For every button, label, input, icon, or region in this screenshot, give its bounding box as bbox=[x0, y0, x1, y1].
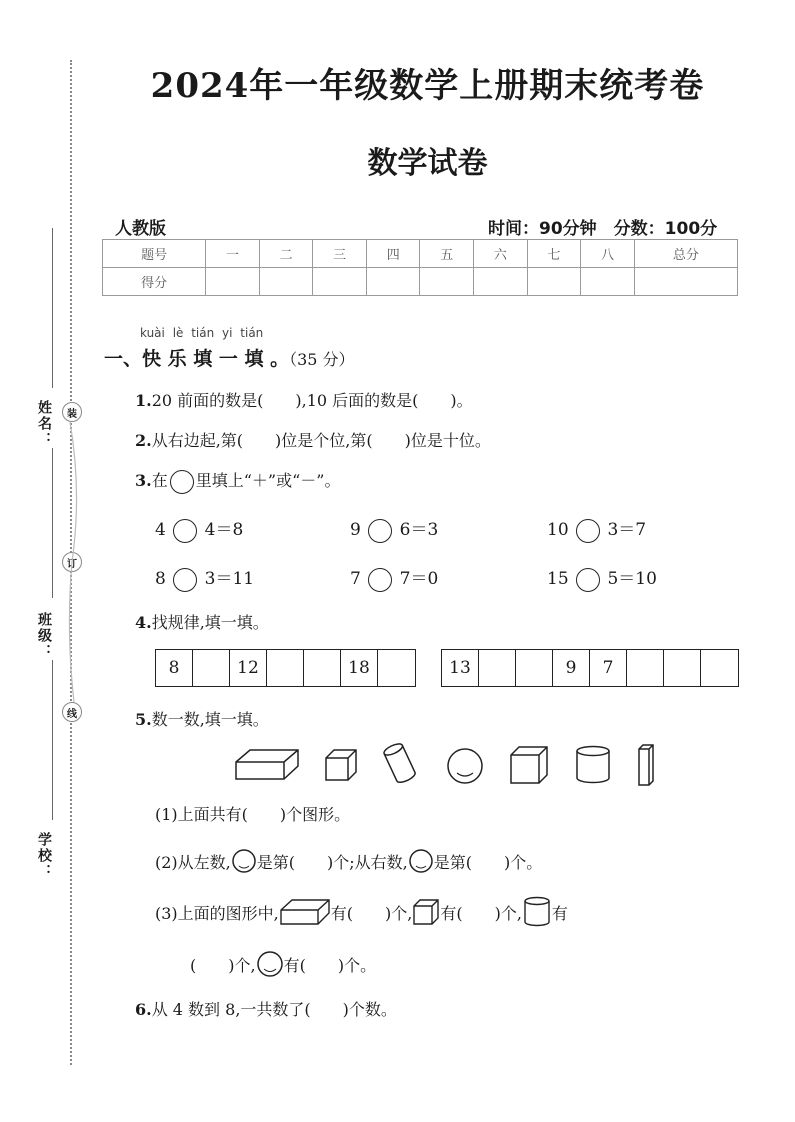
exam-subtitle: 数学试卷 bbox=[367, 146, 488, 181]
header-cell: 七 bbox=[527, 240, 581, 268]
equation-left: 7 bbox=[350, 569, 361, 589]
sphere-icon bbox=[231, 848, 257, 874]
tilted-cylinder-icon bbox=[380, 742, 420, 786]
equation-right: 4＝8 bbox=[204, 520, 244, 540]
cube-large-icon bbox=[509, 745, 549, 785]
section1-heading bbox=[104, 344, 355, 371]
equation-left: 8 bbox=[155, 569, 166, 589]
score-cell[interactable] bbox=[259, 268, 313, 296]
score-table-score-row bbox=[103, 268, 738, 296]
equation bbox=[155, 515, 243, 543]
equation-right: 7＝0 bbox=[399, 569, 439, 589]
header-cell: 题号 bbox=[103, 240, 206, 268]
thin-prism-icon bbox=[637, 743, 657, 787]
cuboid-icon bbox=[234, 748, 300, 782]
sequence-cell: 7 bbox=[590, 650, 627, 686]
question-6 bbox=[135, 997, 397, 1020]
question-number: 4. bbox=[135, 613, 152, 632]
part-text: 是第( )个。 bbox=[433, 852, 543, 872]
question-number: 1. bbox=[135, 391, 152, 410]
sequence-blank[interactable] bbox=[516, 650, 553, 686]
cube-icon bbox=[324, 748, 358, 782]
operator-blank[interactable] bbox=[173, 519, 197, 543]
sequence-cell: 13 bbox=[442, 650, 479, 686]
part-text: (2)从左数, bbox=[155, 852, 231, 872]
question-5-part-1: (1)上面共有( )个图形。 bbox=[155, 805, 351, 824]
cube-icon bbox=[412, 898, 440, 926]
question-5 bbox=[135, 707, 269, 730]
question-text: 找规律,填一填。 bbox=[151, 613, 269, 632]
sequence-row-1 bbox=[155, 649, 416, 687]
sequence-blank[interactable] bbox=[304, 650, 341, 686]
score-cell[interactable] bbox=[420, 268, 474, 296]
question-2 bbox=[135, 428, 491, 451]
edition-label: 人教版 bbox=[115, 219, 166, 239]
name-rule bbox=[52, 228, 53, 388]
question-number: 2. bbox=[135, 431, 152, 450]
equation-left: 9 bbox=[350, 520, 361, 540]
score-cell[interactable] bbox=[527, 268, 581, 296]
binding-mark-xian: 线 bbox=[62, 702, 82, 722]
question-text: 从右边起,第( )位是个位,第( )位是十位。 bbox=[151, 431, 491, 450]
operator-blank[interactable] bbox=[368, 568, 392, 592]
question-1 bbox=[135, 388, 473, 411]
header-cell: 八 bbox=[581, 240, 635, 268]
sequence-blank[interactable] bbox=[267, 650, 304, 686]
sequence-cell: 18 bbox=[341, 650, 378, 686]
binding-mark-zhuang: 装 bbox=[62, 402, 82, 422]
equation bbox=[155, 564, 254, 592]
question-text: 数一数,填一填。 bbox=[151, 710, 269, 729]
binding-curve bbox=[66, 412, 86, 712]
school-label: 学校： bbox=[36, 832, 52, 880]
question-5-part-3 bbox=[155, 896, 568, 928]
cuboid-icon bbox=[279, 898, 331, 926]
sequence-cell: 12 bbox=[230, 650, 267, 686]
sequence-blank[interactable] bbox=[701, 650, 738, 686]
part-text: ( )个, bbox=[190, 955, 256, 975]
score-cell[interactable] bbox=[474, 268, 528, 296]
question-text-suffix: 里填上“＋”或“－”。 bbox=[195, 471, 341, 490]
part-text: 有( )个, bbox=[330, 903, 413, 923]
header-cell: 二 bbox=[259, 240, 313, 268]
equation-left: 10 bbox=[547, 520, 569, 540]
equation-right: 5＝10 bbox=[607, 569, 657, 589]
header-cell: 一 bbox=[206, 240, 260, 268]
time-score-info: 时间：90分钟 分数：100分 bbox=[488, 219, 718, 239]
score-cell[interactable] bbox=[313, 268, 367, 296]
question-text-prefix: 在 bbox=[151, 471, 168, 490]
cylinder-icon bbox=[522, 896, 552, 928]
score-cell[interactable] bbox=[581, 268, 635, 296]
part-text: 有( )个, bbox=[440, 903, 522, 923]
header-cell: 四 bbox=[366, 240, 420, 268]
class-label: 班级： bbox=[36, 612, 52, 660]
sequence-blank[interactable] bbox=[664, 650, 701, 686]
part-text: 有( )个。 bbox=[283, 955, 377, 975]
operator-blank[interactable] bbox=[368, 519, 392, 543]
equation-left: 4 bbox=[155, 520, 166, 540]
score-cell[interactable] bbox=[634, 268, 737, 296]
equation-left: 15 bbox=[547, 569, 569, 589]
school-rule bbox=[52, 660, 53, 820]
score-cell[interactable] bbox=[206, 268, 260, 296]
sequence-blank[interactable] bbox=[193, 650, 230, 686]
header-cell: 三 bbox=[313, 240, 367, 268]
header-cell: 总分 bbox=[634, 240, 737, 268]
equation bbox=[350, 564, 438, 592]
operator-blank[interactable] bbox=[576, 519, 600, 543]
question-number: 3. bbox=[135, 471, 152, 490]
sphere-icon bbox=[408, 848, 434, 874]
sequence-blank[interactable] bbox=[627, 650, 664, 686]
equation bbox=[547, 564, 657, 592]
section1-title: 一、快 乐 填 一 填 。 bbox=[104, 348, 290, 370]
circle-blank-icon bbox=[170, 470, 194, 494]
sequence-row-2 bbox=[441, 649, 739, 687]
equation bbox=[547, 515, 646, 543]
part-text: (3)上面的图形中, bbox=[155, 903, 279, 923]
equation bbox=[350, 515, 438, 543]
score-cell[interactable] bbox=[366, 268, 420, 296]
question-text: 20 前面的数是( ),10 后面的数是( )。 bbox=[151, 391, 473, 410]
exam-title: 2024年一年级数学上册期末统考卷 bbox=[150, 66, 705, 106]
class-rule bbox=[52, 448, 53, 598]
sphere-icon bbox=[445, 747, 485, 785]
part-text: 有 bbox=[551, 903, 568, 923]
operator-blank[interactable] bbox=[576, 568, 600, 592]
sequence-blank[interactable] bbox=[378, 650, 415, 686]
question-5-part-3-cont bbox=[190, 950, 376, 978]
operator-blank[interactable] bbox=[173, 568, 197, 592]
question-4 bbox=[135, 610, 269, 633]
part-text: 是第( )个;从右数, bbox=[256, 852, 408, 872]
section1-points: （35 分） bbox=[289, 350, 355, 369]
question-number: 5. bbox=[135, 710, 152, 729]
binding-mark-ding: 订 bbox=[62, 552, 82, 572]
sequence-blank[interactable] bbox=[479, 650, 516, 686]
score-table-header-row bbox=[103, 240, 738, 268]
equation-right: 6＝3 bbox=[399, 520, 439, 540]
equation-right: 3＝11 bbox=[204, 569, 255, 589]
equation-right: 3＝7 bbox=[607, 520, 647, 540]
name-label: 姓名： bbox=[36, 400, 52, 448]
sequence-cell: 9 bbox=[553, 650, 590, 686]
score-row-label: 得分 bbox=[103, 268, 206, 296]
score-table bbox=[102, 239, 738, 296]
question-text: 从 4 数到 8,一共数了( )个数。 bbox=[151, 1000, 397, 1019]
sequence-cell: 8 bbox=[156, 650, 193, 686]
cylinder-icon bbox=[574, 745, 612, 785]
header-cell: 五 bbox=[420, 240, 474, 268]
question-number: 6. bbox=[135, 1000, 152, 1019]
section1-pinyin: kuài lè tián yi tián bbox=[140, 326, 264, 340]
header-cell: 六 bbox=[474, 240, 528, 268]
question-5-part-2 bbox=[155, 848, 542, 874]
sphere-icon bbox=[256, 950, 284, 978]
question-3 bbox=[135, 468, 340, 494]
